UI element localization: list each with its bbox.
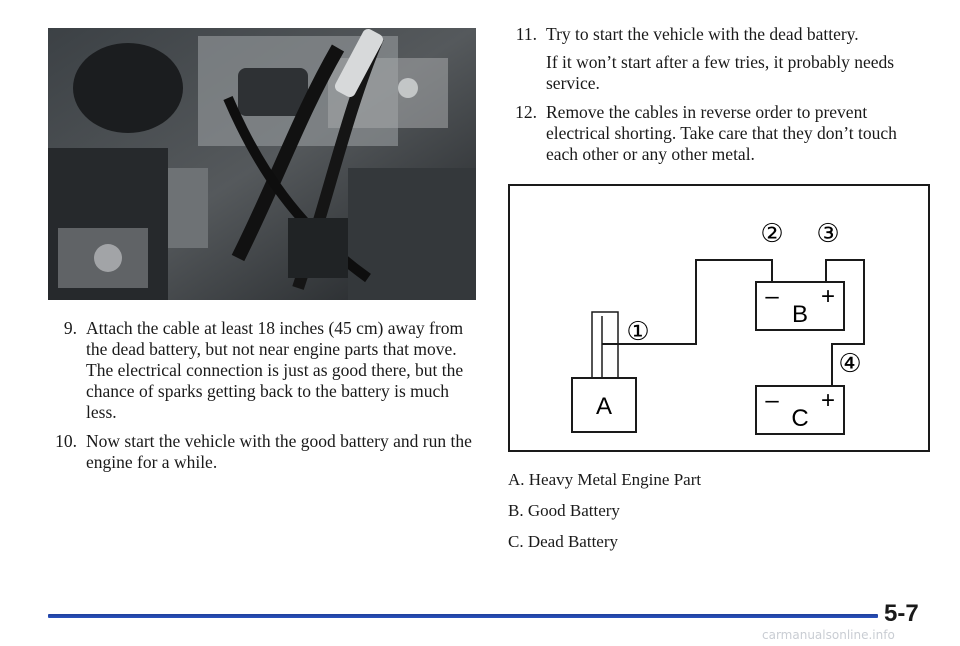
- battery-c-label: C: [791, 405, 809, 432]
- page-number: 5-7: [884, 600, 919, 627]
- watermark: carmanualsonline.info: [762, 628, 895, 642]
- battery-b-plus: +: [820, 283, 836, 310]
- diagram-legend: [508, 470, 701, 563]
- callout-3: ③: [816, 218, 840, 248]
- legend-item-b: B. Good Battery: [508, 501, 620, 520]
- battery-b-minus: –: [765, 283, 779, 310]
- battery-c-plus: +: [820, 387, 836, 414]
- step-note: If it won’t start after a few tries, it probably needs service.: [546, 52, 895, 93]
- step-number: 10.: [55, 431, 77, 451]
- step-text: Remove the cables in reverse order to prevent electrical shorting. Take care that they don’t touch each other or any other metal.: [546, 102, 897, 164]
- step-9: [48, 318, 478, 423]
- step-12: [508, 102, 928, 165]
- step-11: [508, 24, 928, 94]
- steps-left-column: [48, 318, 478, 481]
- step-10: [48, 431, 478, 473]
- step-number: 12.: [515, 102, 537, 122]
- legend-item-c: C. Dead Battery: [508, 532, 618, 551]
- battery-c-minus: –: [765, 387, 779, 414]
- step-text: Try to start the vehicle with the dead battery.: [546, 24, 859, 44]
- jump-start-diagram: [508, 184, 930, 452]
- legend-item-a: A. Heavy Metal Engine Part: [508, 470, 702, 489]
- footer-rule: [48, 614, 878, 618]
- box-a-label: A: [595, 393, 613, 420]
- steps-right-column: [508, 24, 928, 173]
- callout-1: ①: [626, 316, 650, 346]
- step-number: 9.: [63, 318, 77, 338]
- callout-4: ④: [838, 348, 862, 378]
- step-text: Attach the cable at least 18 inches (45 cm) away from the dead battery, but not near engine parts that move. The electrical connection is just as good there, but the chance of sparks getting back to the battery is much less.: [86, 318, 464, 422]
- step-text: Now start the vehicle with the good battery and run the engine for a while.: [86, 431, 472, 472]
- engine-photo: [48, 28, 476, 300]
- battery-b-label: B: [791, 301, 809, 328]
- step-number: 11.: [515, 24, 537, 44]
- callout-2: ②: [760, 218, 784, 248]
